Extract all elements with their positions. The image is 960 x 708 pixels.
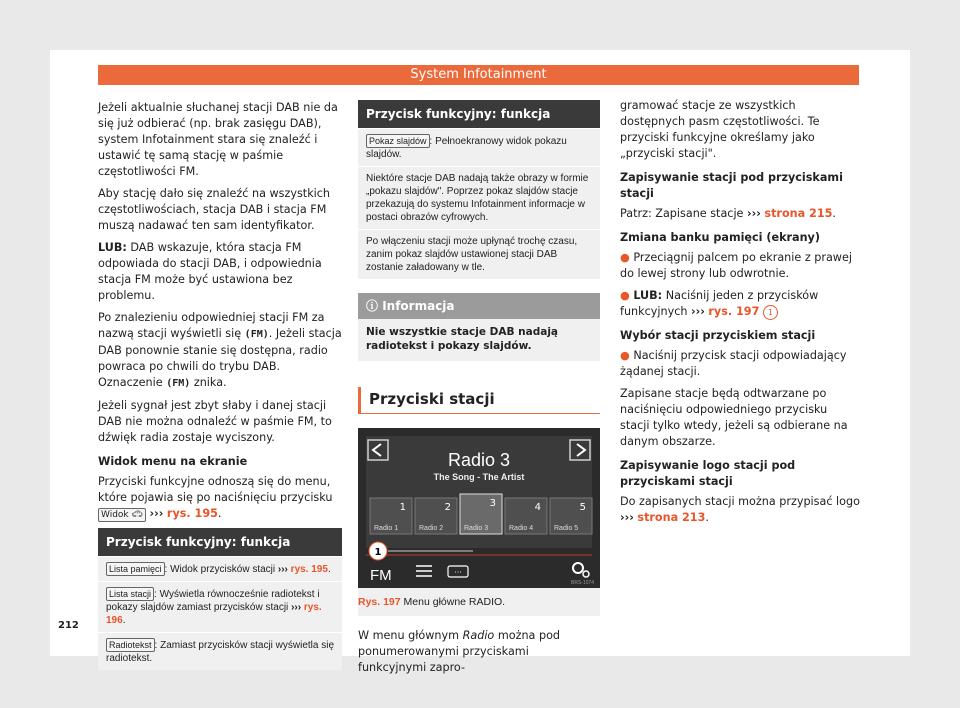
paragraph-text: . <box>832 207 836 220</box>
table-header: Przycisk funkcyjny: funkcja <box>358 100 600 128</box>
radio-screen-figure <box>358 428 600 588</box>
figure-reference-link[interactable]: rys. 195 <box>166 507 218 520</box>
band-label[interactable]: FM <box>370 567 392 584</box>
paragraph: gramować stacje ze wszystkich dostępnych pasm częstotliwości. Te przyciski funkcyjne określamy jako „przyciski stacji". <box>620 99 820 160</box>
info-icon: ⓘ <box>366 299 379 313</box>
table-row: Lista stacji : Wyświetla równocześnie radiotekst i pokazy slajdów zamiast przycisków stacji ››› rys. 196. <box>98 581 342 632</box>
paragraph-text: Patrz: Zapisane stacje <box>620 207 744 220</box>
figure-reference-link[interactable]: rys. 196 <box>106 602 322 626</box>
reference-arrow: ››› <box>620 511 634 524</box>
row-text: : Wyświetla równocześnie radiotekst i pokazy slajdów zamiast przycisków stacji <box>106 589 320 613</box>
figure-caption <box>358 588 600 616</box>
reference-arrow: ››› <box>291 602 302 613</box>
fm-indicator: (FM) <box>244 329 269 340</box>
paragraph <box>358 628 600 676</box>
paragraph-text: Przyciski funkcyjne odnoszą się do menu, które pojawia się po naciśnięciu przycisku <box>98 475 333 504</box>
table-row: Niektóre stacje DAB nadają także obrazy w formie „pokazu slajdów". Poprzez pokaz slajdów stacje przekazują do systemu Infotainment informacje w postaci obrazów cyfrowych. <box>358 166 600 229</box>
paragraph-text: znika. <box>193 376 227 389</box>
preset-label: Radio 4 <box>509 525 534 532</box>
row-text: : Pełnoekranowy widok pokazu slajdów. <box>366 136 567 160</box>
paragraph-text: można pod ponumerowanymi przyciskami funkcyjnymi zapro- <box>358 629 561 674</box>
paragraph-text: Do zapisanych stacji można przypisać logo <box>620 495 860 508</box>
table-row <box>98 632 342 670</box>
radio-screen-svg <box>358 428 600 588</box>
callout-number-badge: 1 <box>763 305 778 320</box>
bullet-text: Naciśnij przycisk stacji odpowiadający żądanej stacji. <box>620 349 847 378</box>
bullet-text: Naciśnij jeden z przycisków funkcyjnych <box>620 289 819 318</box>
function-button-label: Pokaz slajdów <box>366 134 430 148</box>
paragraph-text: . <box>705 511 709 524</box>
reference-arrow: ››› <box>149 507 164 520</box>
car-icon: 🚗︎ <box>131 510 143 520</box>
function-button-label: Lista stacji <box>106 587 154 601</box>
figure-reference-link[interactable]: rys. 197 <box>708 305 760 318</box>
column-middle <box>358 100 600 682</box>
table-row <box>358 128 600 166</box>
table-row: Po włączeniu stacji może upłynąć trochę czasu, zanim pokaz slajdów ustawionej stacji DAB zostanie załadowany w tle. <box>358 229 600 279</box>
bullet-icon: ● <box>620 289 630 302</box>
row-text: : Widok przycisków stacji <box>164 564 276 575</box>
table-header: Przycisk funkcyjny: funkcja <box>98 528 342 556</box>
info-body: Nie wszystkie stacje DAB nadają radiotekst i pokazy slajdów. <box>366 326 558 352</box>
info-box <box>358 293 600 361</box>
station-name: Radio 3 <box>447 450 511 470</box>
paragraph <box>620 494 860 526</box>
preset-label: Radio 3 <box>464 525 489 532</box>
image-code: BRS-1074 <box>571 580 595 586</box>
subheading: Widok menu na ekranie <box>98 455 248 468</box>
bullet-item <box>620 250 860 282</box>
bullet-text: Przeciągnij palcem po ekranie z prawej do lewej strony lub odwrotnie. <box>620 251 852 280</box>
page-reference-link[interactable]: strona 215 <box>764 207 833 220</box>
section-title: Przyciski stacji <box>358 387 600 414</box>
paragraph-text: DAB wskazuje, która stacja FM odpowiada do stacji DAB, i odpowiednia stacja FM może być ustawiona bez problemu. <box>98 241 322 302</box>
function-button-label: Radiotekst <box>106 638 155 652</box>
lub-label: LUB: <box>633 289 663 302</box>
paragraph <box>620 206 860 222</box>
info-title: Informacja <box>382 299 455 313</box>
column-left <box>98 100 342 670</box>
paragraph <box>98 310 342 392</box>
preset-number: 2 <box>444 502 451 513</box>
reference-arrow: ››› <box>277 564 288 575</box>
fm-indicator: (FM) <box>166 378 191 389</box>
info-header <box>358 293 600 319</box>
paragraph-text: Po znalezieniu odpowiedniej stacji FM za nazwą stacji wyświetli się <box>98 311 325 340</box>
preset-label: Radio 2 <box>419 525 444 532</box>
subheading: Zapisywanie stacji pod przyciskami stacji <box>620 171 843 200</box>
bullet-icon: ● <box>620 349 630 362</box>
bullet-item <box>620 288 860 320</box>
paragraph: Zapisane stacje będą odtwarzane po naciśnięciu odpowiedniego przycisku stacji tylko wtedy, jeżeli są odbierane na danym obszarze. <box>620 387 848 448</box>
reference-arrow: ››› <box>747 207 761 220</box>
preset-number: 4 <box>534 502 541 513</box>
subheading: Zapisywanie logo stacji pod przyciskami stacji <box>620 459 796 488</box>
figure-reference-link[interactable]: rys. 195 <box>290 564 328 575</box>
paragraph-text: . Jeżeli stacja DAB ponownie stanie się dostępna, radio powraca po chwili do trybu DAB. Oznaczenie <box>98 327 342 389</box>
paragraph: Aby stację dało się znaleźć na wszystkich częstotliwościach, stacja DAB i stacja FM muszą nadawać ten sam identyfikator. <box>98 187 331 232</box>
reference-arrow: ››› <box>691 305 705 318</box>
page-number: 212 <box>58 620 79 631</box>
preset-number: 1 <box>399 502 406 513</box>
view-button-label <box>98 508 146 522</box>
bullet-item <box>620 348 860 380</box>
page-reference-link[interactable]: strona 213 <box>637 511 706 524</box>
function-button-label: Lista pamięci <box>106 562 165 576</box>
paragraph: Jeżeli aktualnie słuchanej stacji DAB nie da się już odbierać (np. brak zasięgu DAB), system Infotainment stara się znaleźć i ustawić tę samą stację w paśmie częstotliwości FM. <box>98 101 338 178</box>
paragraph: Jeżeli sygnał jest zbyt słaby i danej stacji DAB nie można odnaleźć w paśmie FM, to dźwięk radia zostaje wyciszony. <box>98 399 332 444</box>
subheading: Wybór stacji przyciskiem stacji <box>620 329 816 342</box>
bullet-icon: ● <box>620 251 630 264</box>
preset-label: Radio 1 <box>374 525 399 532</box>
callout-number: 1 <box>374 547 382 558</box>
caption-text: Menu główne RADIO. <box>403 596 506 608</box>
column-right <box>620 98 860 532</box>
preset-number: 5 <box>579 502 586 513</box>
emphasis-text: Radio <box>462 629 495 642</box>
page-header: System Infotainment <box>98 65 859 85</box>
preset-label: Radio 5 <box>554 525 579 532</box>
song-title: The Song - The Artist <box>433 472 525 482</box>
button-label-text: Widok <box>101 510 129 520</box>
paragraph <box>98 240 342 304</box>
function-table <box>358 100 600 279</box>
function-table <box>98 528 342 670</box>
caption-ref: Rys. 197 <box>358 596 401 608</box>
paragraph-text: W menu głównym <box>358 629 460 642</box>
preset-number: 3 <box>489 498 496 509</box>
table-row: Lista pamięci : Widok przycisków stacji ››› rys. 195. <box>98 556 342 581</box>
dots-text: ··· <box>454 568 462 577</box>
subheading: Zmiana banku pamięci (ekrany) <box>620 231 820 244</box>
paragraph: Przyciski funkcyjne odnoszą się do menu, które pojawia się po naciśnięciu przycisku Widok 🚗︎ ››› rys. 195. <box>98 475 333 520</box>
row-text: : Zamiast przycisków stacji wyświetla się radiotekst. <box>106 640 335 664</box>
lub-label: LUB: <box>98 241 127 254</box>
